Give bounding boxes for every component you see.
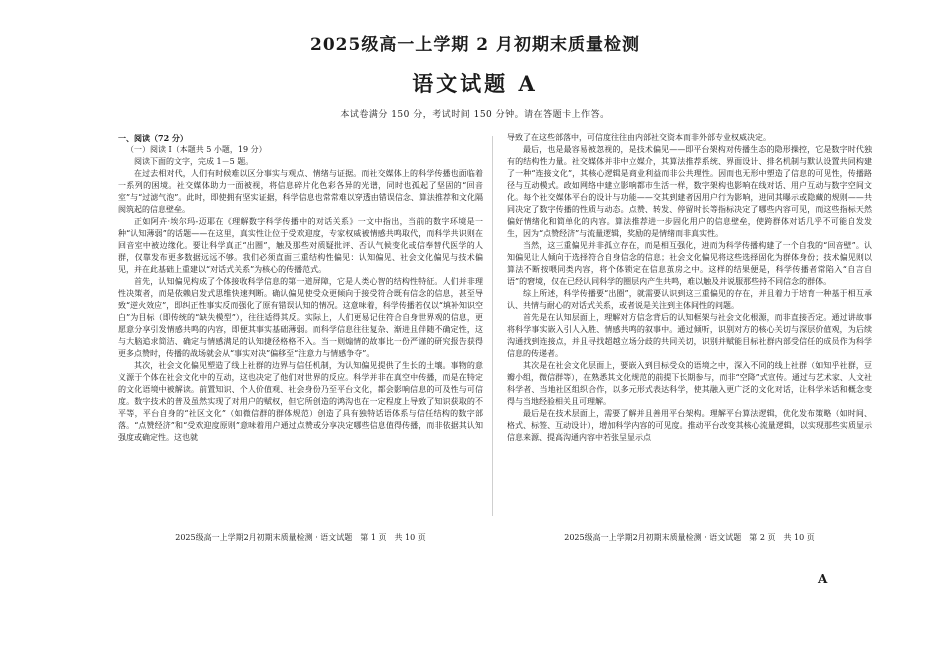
left-paragraph: 首先，认知偏见构成了个体接收科学信息的第一道屏障，它是人类心智的结构性特征。人们并非理性决策者，而是依赖启发式思维快速判断。确认偏见使受众更倾向于接受符合既有信念的信息，甚至导致“逆火效应”，即纠正性事实反而强化了原有错误认知的情况。这意味着，科学传播若仅以“填补知识空白”为目标（即传统的“缺失模型”），往往适得其反。实际上，人们更易记住符合自身世界观的信息，更愿意分享引发情感共鸣的内容，即便其事实基础薄弱。而科学信息往往复杂、渐进且伴随不确定性，这与大脑追求简洁、确定与情感满足的认知捷径格格不入。当一则煽情的故事比一份严谨的研究报告获得更多点赞时，传播的战场就会从“事实对决”偏移至“注意力与情感争夺”。 (118, 277, 483, 358)
page-footer-2: 2025级高一上学期2月初期末质量检测 · 语文试题 第 2 页 共 10 页 (564, 533, 815, 542)
subsection-heading: （一）阅读 Ⅰ（本题共 5 小题，19 分） (126, 145, 267, 154)
column-divider (492, 136, 493, 516)
right-paragraph: 其次是在社会文化层面上，要嵌入到目标受众的语境之中，深入不同的线上社群（如知乎社群，豆瓣小组，微信群等），在熟悉其文化规范的前提下长期参与，而非“空降”式宣传。通过与艺术家、人文社科学者、当地社区组织合作，以多元形式表达科学，使其融入更广泛的文化对话，让科学米话和概念变得与当地经验相关且可理解。 (507, 361, 872, 406)
reading-instruction: 阅读下面的文字，完成 1－5 题。 (134, 157, 254, 166)
right-paragraph: 综上所述，科学传播要“出圈”，就需要认识到这三重偏见的存在，并且着力于培育一种基于相互承认、共情与耐心的对话式关系，或者说是关注到主体间性的问题。 (507, 289, 872, 310)
page-footer-1: 2025级高一上学期2月初期末质量检测 · 语文试题 第 1 页 共 10 页 (175, 533, 426, 542)
left-paragraph: 在过去相对代，人们有时候难以区分事实与观点、情绪与证据。而社交媒体上的科学传播也面临着一系列的困境。社交媒体助力一面被视，将信息碎片化色彩各异的光谱，同时也孤起了坚固的“回音室”与“过滤气泡”。此时，即使拥有坚实证据，科学信息也常常难以穿透由错误信念、算法推荐和文化隔阂筑起的信息壁垒。 (118, 169, 483, 214)
left-paragraph: 其次，社会文化偏见塑造了线上社群的边界与信任机制，为认知偏见提供了生长的土壤。事物的意义源于个体在社会文化中的互动，这也决定了他们对世界的反应。科学并非在真空中传播，而是在特定的文化语境中被解读。前置知识、个人价值观、社会身份乃至平台文化，都会影响信息的可及性与可信度。数字技术的普及虽然实现了对用户的赋权，但它所创造的鸿沟也在一定程度上导致了知识获取的不平等，平台自身的“社区文化”（如微信群的群体规范）创造了具有独特话语体系与信任结构的数字部落。“点赞经济”和“受欢迎度原则”意味着用户通过点赞或分享决定哪些信息值得传播，而非依据其认知强度或确定性。这也就 (118, 361, 483, 442)
exam-instructions: 本试卷满分 150 分，考试时间 150 分钟。请在答题卡上作答。 (340, 110, 610, 120)
right-column (507, 132, 872, 520)
right-paragraph: 当然，这三重偏见并非孤立存在，而是相互强化，进而为科学传播构建了一个自我的“回音壁”。认知偏见让人倾向于选择符合自身信念的信息；社会文化偏见将这些选择固化为群体身份；技术偏见则以算法不断按喂同类内容，将个体锁定在信息茧房之中。这样的结果便是，科学传播者常陷入“自言自语”的窘境，仅在已经认同科学的圈层内产生共鸣，难以触及并说服那些持不同信念的群体。 (507, 241, 872, 286)
paper-version-mark: A (818, 572, 828, 586)
right-paragraph: 最后是在技术层面上，需要了解并且善用平台架构。理解平台算法逻辑，优化发布策略（如时间、格式、标签、互动设计），增加科学内容的可见度。推动平台改变其核心流量逻辑，以实现那些实质显示信息来源、提高沟通内容中若张呈显示点 (507, 409, 872, 442)
left-column (118, 132, 483, 520)
right-paragraph: 最后，也是最容易被忽视的，是技术偏见——即平台架构对传播生态的隐形操控，它是数字时代独有的结构性力量。社交媒体并非中立媒介，其算法推荐系统、界面设计、排名机制与默认设置共同构建了一种“连接文化”，其核心逻辑是商业利益而非公共理性。因而也无形中塑造了信息的可见性，传播路径与互动模式。政如网络中建立影响都市生活一样，数字架构也影响在线对话、用户互动与数字空间文化。每个社交媒体平台的设计与功能——交其到建者因用户行为影响，进同其曝示或隐藏的规则——共同决定了数字传播的性质与动态。点赞、转发、停留时长等指标决定了哪些内容可见，而这些指标天然偏好情绪化和简单化的内容。算法推荐进一步固化用户的信息壁垒，使跨群体对话几乎不可能自发发生，因为“点赞经济”与流量逻辑，奖励的是情绪而非真实性。 (507, 145, 872, 238)
continued-line: 导致了在这些部落中，可信度往往由内部社交资本而非外部专业权威决定。 (507, 133, 771, 142)
section-heading: 一、阅读（72 分） (118, 133, 188, 143)
right-paragraph: 首先是在认知层面上，理解对方信念背后的认知框架与社会文化根源，而非直接否定。通过讲故事将科学事实嵌入引人入胜、情感共鸣的叙事中。通过倾听，识别对方的核心关切与深层价值观，为后续沟通找到连接点，并且寻找超越立场分歧的共同关切，识别并赋能目标社群内部受信任的成员作为科学信息的传递者。 (507, 313, 872, 358)
left-paragraph: 正如阿卉·埃尔玛-迈耶在《理解数字科学传播中的对话关系》一文中指出，当前的数字环境是一种“认知薄弱”的话题——在这里，真实性让位于受欢迎度，专家权威被情感共鸣取代，而科学共识则在回音室中被边缘化。要让科学真正“出圈”，触及那些对质疑批评、否认气候变化或信奉替代医学的人群，仅靠发布更多数据远远不够。我们必须直面三重结构性偏见：认知偏见、社会文化偏见与技术偏见，并在此基础上重建以“对话式关系”为核心的传播范式。 (118, 217, 483, 274)
exam-subject-title: 语文试题 A (412, 71, 538, 96)
exam-title: 2025级高一上学期 2 月初期末质量检测 (310, 35, 640, 55)
